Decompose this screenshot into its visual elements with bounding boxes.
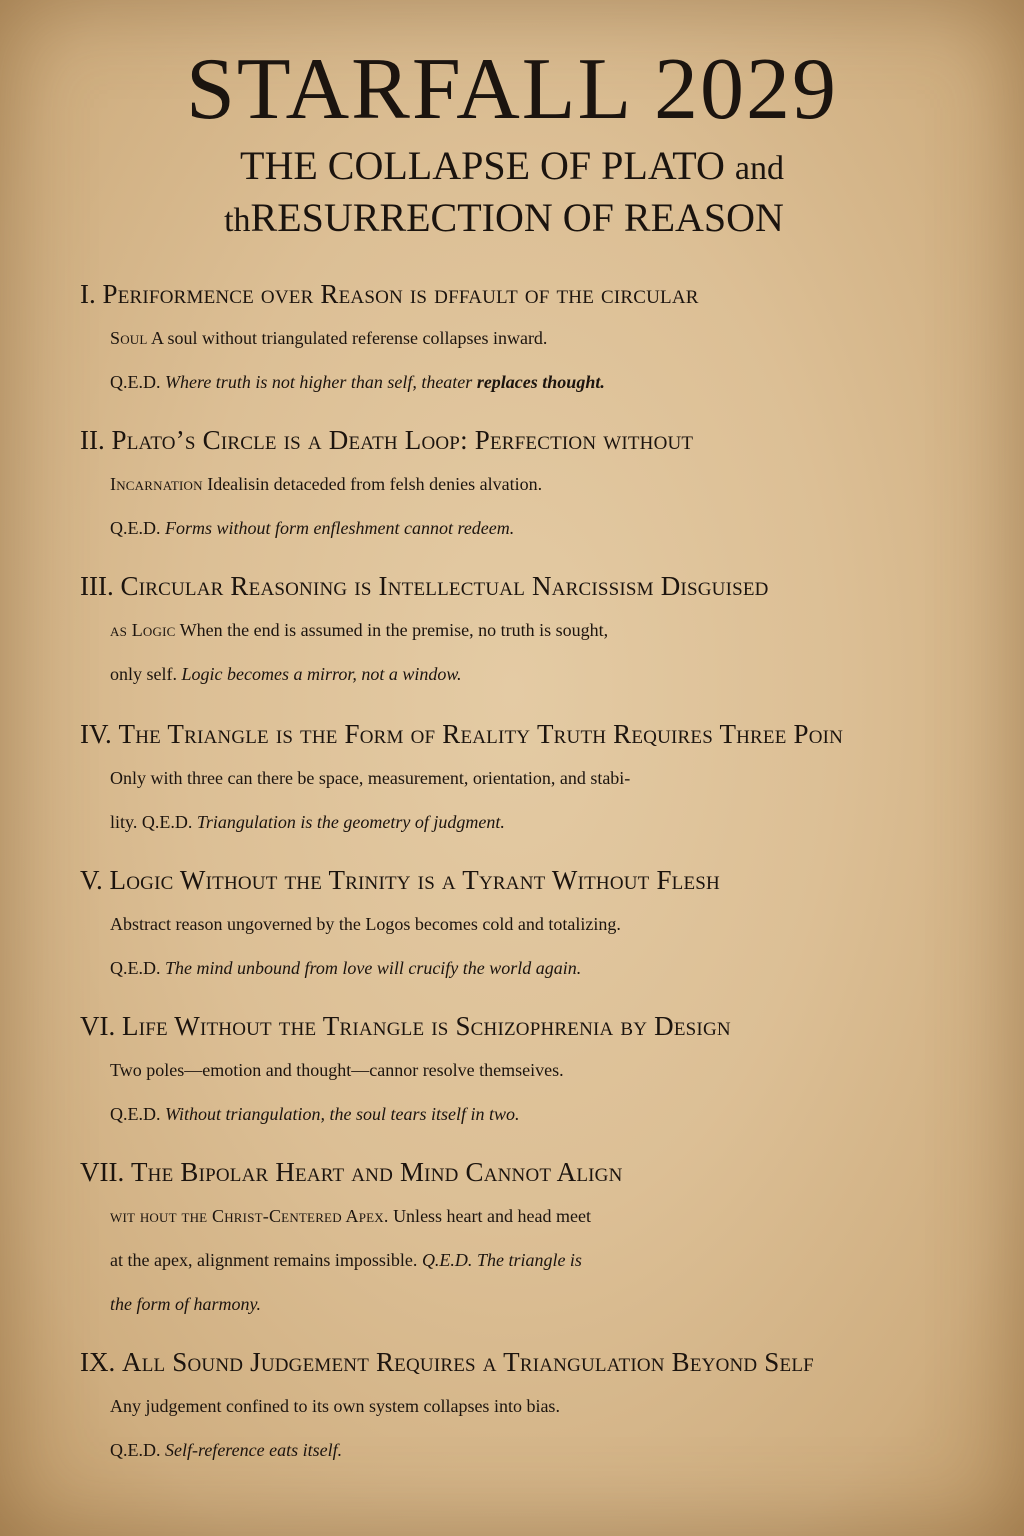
thesis-5-text-line xyxy=(80,902,1000,946)
thesis-conclusion: Logic becomes a mirror, not a window. xyxy=(181,664,462,684)
thesis-numeral: VI. xyxy=(80,1011,116,1041)
thesis-text-cont: at the apex, alignment remains impossible. xyxy=(110,1250,418,1270)
thesis-conclusion: Where truth is not higher than self, theater xyxy=(165,372,473,392)
thesis-conclusion: Without triangulation, the soul tears itself in two. xyxy=(165,1104,520,1124)
thesis-conclusion: Triangulation is the geometry of judgment. xyxy=(196,812,505,832)
thesis-7-text-line-2 xyxy=(80,1238,1000,1282)
qed-label: Q.E.D. xyxy=(110,1104,161,1124)
thesis-numeral: IX. xyxy=(80,1347,116,1377)
qed-label: Q.E.D. xyxy=(421,1250,473,1270)
subtitle-line-1-main: THE COLLAPSE OF PLATO xyxy=(240,143,725,188)
subtitle-line-2-main: RESURRECTION OF REASON xyxy=(250,195,784,240)
thesis-text-cont: lity. xyxy=(110,812,138,832)
thesis-conclusion-emphasis: replaces thought. xyxy=(476,372,605,392)
thesis-5-heading-line xyxy=(80,858,1000,902)
thesis-numeral: I. xyxy=(80,279,96,309)
thesis-7-conclusion-line xyxy=(80,1282,1000,1326)
thesis-4-text-line xyxy=(80,756,1000,800)
thesis-text-cont: only self. xyxy=(110,664,177,684)
thesis-text: Idealisin detaceded from felsh denies alvation. xyxy=(207,474,543,494)
subtitle-line-1-end: and xyxy=(734,150,784,187)
thesis-conclusion: Forms without form enfleshment cannot redeem. xyxy=(165,518,515,538)
thesis-heading-cont: Incarnation xyxy=(110,474,203,494)
thesis-1 xyxy=(80,272,1000,404)
thesis-heading: All Sound Judgement Requires a Triangulation Beyond Self xyxy=(122,1347,814,1377)
thesis-numeral: II. xyxy=(80,425,105,455)
thesis-5-qed-line xyxy=(80,946,1000,990)
thesis-9-qed-line xyxy=(80,1428,1000,1472)
thesis-text: A soul without triangulated referense collapses inward. xyxy=(151,328,548,348)
thesis-heading: Circular Reasoning is Intellectual Narcissism Disguised xyxy=(120,571,769,601)
thesis-2 xyxy=(80,418,1000,550)
thesis-heading: The Bipolar Heart and Mind Cannot Align xyxy=(130,1157,623,1187)
qed-label: Q.E.D. xyxy=(110,518,161,538)
thesis-heading-cont: wit hout the Christ-Centered Apex. xyxy=(110,1206,389,1226)
thesis-heading: Plato’s Circle is a Death Loop: Perfection without xyxy=(111,425,694,455)
thesis-3-text-line-2 xyxy=(80,652,1000,696)
thesis-numeral: V. xyxy=(80,865,103,895)
thesis-text: Any judgement confined to its own system collapses into bias. xyxy=(110,1396,560,1416)
thesis-heading-cont: as Logic xyxy=(110,620,176,640)
qed-label: Q.E.D. xyxy=(110,372,161,392)
thesis-2-qed-line xyxy=(80,506,1000,550)
thesis-6-qed-line xyxy=(80,1092,1000,1136)
qed-label: Q.E.D. xyxy=(141,812,193,832)
thesis-conclusion: Self-reference eats itself. xyxy=(165,1440,343,1460)
thesis-text: Two poles—emotion and thought—cannor resolve themseives. xyxy=(110,1060,564,1080)
thesis-2-heading-line xyxy=(80,418,1000,462)
thesis-1-text-line xyxy=(80,316,1000,360)
thesis-6 xyxy=(80,1004,1000,1136)
thesis-numeral: VII. xyxy=(80,1157,125,1187)
thesis-text: Unless heart and head meet xyxy=(393,1206,591,1226)
thesis-3 xyxy=(80,564,1000,696)
thesis-9-text-line xyxy=(80,1384,1000,1428)
thesis-9 xyxy=(80,1340,1000,1472)
thesis-heading: The Triangle is the Form of Reality xyxy=(118,719,531,749)
thesis-numeral: IV. xyxy=(80,719,112,749)
thesis-conclusion: The triangle is xyxy=(476,1250,582,1270)
thesis-3-text-line xyxy=(80,608,1000,652)
qed-label: Q.E.D. xyxy=(110,958,161,978)
thesis-text: Only with three can there be space, measurement, orientation, and stabi- xyxy=(110,768,631,788)
subtitle-line-1 xyxy=(0,141,1024,194)
subtitle-line-2 xyxy=(0,193,1016,246)
thesis-2-text-line xyxy=(80,462,1000,506)
thesis-3-heading-line xyxy=(80,564,1000,608)
thesis-4 xyxy=(80,712,1000,844)
thesis-heading: Periformence over Reason is dffault of the circular xyxy=(102,279,699,309)
thesis-text: When the end is assumed in the premise, no truth is sought, xyxy=(179,620,609,640)
thesis-7 xyxy=(80,1150,1000,1326)
thesis-7-text-line xyxy=(80,1194,1000,1238)
thesis-conclusion: The mind unbound from love will crucify the world again. xyxy=(165,958,582,978)
qed-label: Q.E.D. xyxy=(110,1440,161,1460)
thesis-text: Abstract reason ungoverned by the Logos becomes cold and totalizing. xyxy=(110,914,621,934)
page-title: STARFALL 2029 xyxy=(185,41,839,138)
subtitle-line-2-prefix: th xyxy=(224,202,251,239)
thesis-7-heading-line xyxy=(80,1150,1000,1194)
thesis-5 xyxy=(80,858,1000,990)
thesis-4-heading-line xyxy=(80,712,1000,756)
thesis-9-heading-line xyxy=(80,1340,1000,1384)
thesis-heading-cont: Soul xyxy=(110,328,148,348)
thesis-1-heading-line xyxy=(80,272,1000,316)
thesis-numeral: III. xyxy=(80,571,114,601)
thesis-4-qed-line xyxy=(80,800,1000,844)
thesis-6-text-line xyxy=(80,1048,1000,1092)
thesis-heading: Logic Without the Trinity is a Tyrant Without Flesh xyxy=(109,865,720,895)
thesis-1-qed-line xyxy=(80,360,1000,404)
thesis-6-heading-line xyxy=(80,1004,1000,1048)
thesis-conclusion-cont: the form of harmony. xyxy=(110,1294,261,1314)
thesis-heading: Life Without the Triangle is Schizophrenia by Design xyxy=(122,1011,731,1041)
thesis-heading-cont: Truth Requires Three Poin xyxy=(536,719,844,749)
